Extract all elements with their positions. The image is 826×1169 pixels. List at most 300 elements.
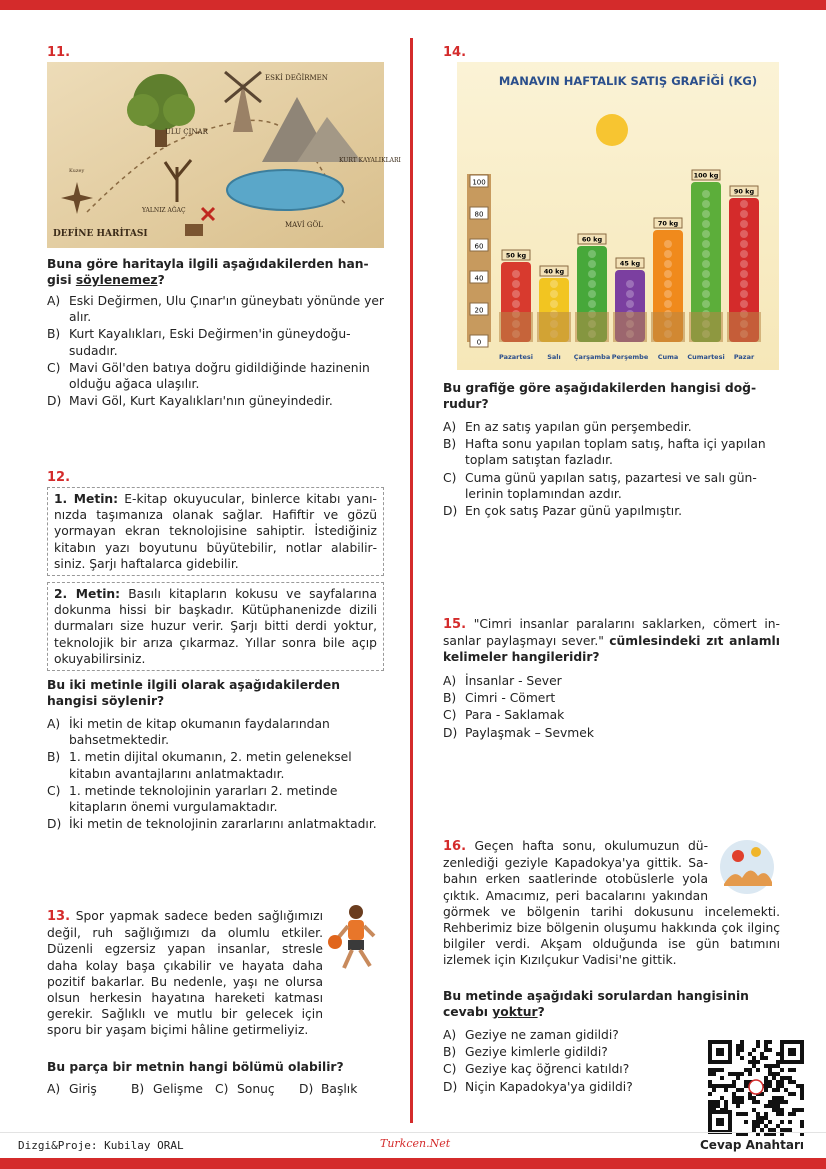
qr-module [752,1100,756,1104]
option-text: Geziye ne zaman gidildi? [465,1028,619,1042]
option-d[interactable] [47,393,384,409]
map-label-plane-tree: ULU ÇINAR [165,128,208,136]
qr-module [780,1068,784,1072]
fruit-mark [740,250,748,258]
qr-module [740,1040,744,1044]
qr-module [776,1124,780,1128]
qr-module [776,1088,780,1092]
qr-module [800,1084,804,1088]
option-a[interactable] [443,673,780,689]
fruit-mark [512,270,520,278]
fruit-mark [512,280,520,288]
option-b[interactable] [131,1081,215,1097]
qr-module [764,1076,768,1080]
qr-module [720,1084,724,1088]
fruit-mark [626,280,634,288]
fruit-mark [664,270,672,278]
option-letter: C) [443,708,457,723]
option-a[interactable] [443,1027,693,1043]
option-letter: A) [47,1082,61,1096]
qr-module [748,1072,752,1076]
qr-module [712,1104,716,1108]
qr-module [752,1108,756,1112]
qr-code[interactable] [706,1038,806,1136]
option-b[interactable] [47,749,384,781]
qr-module [800,1120,804,1124]
option-text: İnsanlar - Sever [465,674,562,688]
question-14-number: 14. [443,45,467,60]
crate [499,312,533,342]
fruit-mark [588,280,596,288]
question-13-text: Spor yapmak sadece beden sağlığımızı değil, ruh sağlığımızı da olumlu etkiler. Düzenli egzersiz yapan insanlar, stresle daha kolay başa çıkabilir ve hayata daha pozitif bakarlar. Bu nedenle, yaşı ne olursa olsun herkesin hayatına hareketi katması gerekir. Sağlıklı ve mutlu bir gelecek için sporu bir yaşam biçimi hâline getirmeliyiz. [47,909,323,1038]
qr-module [740,1100,744,1104]
qr-module [768,1120,772,1124]
qr-module [780,1080,784,1084]
qr-module [780,1076,784,1080]
qr-module [776,1108,780,1112]
qr-module [756,1124,760,1128]
lake-icon [227,170,343,210]
map-illustration [47,62,401,248]
fruit-mark [664,300,672,308]
qr-module [732,1072,736,1076]
text-1-body: E-kitap okuyucular, binlerce kitabı yanınızda taşımanıza olanak sağlar. Hafiftir ve gözü yormayan ekran teknolojisine sahiptir. İstediğiniz kitabın yazı boyutunu büyütebilir, notlar alabilirsiniz. Şarjı haftalarca gidebilir. [54,492,377,571]
y-tick-label: 20 [474,306,484,315]
fruit-mark [740,220,748,228]
text-2-box [47,582,384,671]
qr-module [768,1048,772,1052]
qr-module [800,1092,804,1096]
fruit-mark [550,290,558,298]
option-a[interactable] [47,1081,131,1097]
qr-module [764,1056,768,1060]
x-tick-label: Salı [547,353,561,361]
qr-module [708,1100,712,1104]
option-letter: C) [47,783,61,798]
fruit-mark [588,290,596,298]
qr-module [776,1060,780,1064]
qr-module [712,1108,716,1112]
option-c[interactable] [443,470,780,502]
y-axis-column [467,174,491,342]
qr-module [752,1056,756,1060]
qr-module [788,1112,792,1116]
option-text: Hafta sonu yapılan toplam satış, hafta içi yapılan toplam satıştan fazladır. [465,437,766,468]
option-text: Para - Saklamak [465,708,565,723]
qr-module [752,1120,756,1124]
qr-module [712,1072,716,1076]
fruit-mark [664,240,672,248]
qr-module [776,1096,780,1100]
qr-module [756,1100,760,1104]
qr-module [776,1084,780,1088]
qr-module [708,1072,712,1076]
balloon-icon [732,850,744,862]
qr-module [764,1044,768,1048]
fruit-mark [740,230,748,238]
qr-module [796,1108,800,1112]
fruit-mark [740,280,748,288]
qr-module [764,1064,768,1068]
crate [689,312,723,342]
qr-module [792,1068,796,1072]
qr-module [768,1104,772,1108]
value-label: 100 kg [693,171,719,180]
option-a[interactable] [47,293,384,325]
question-16-stem-text: Bu metinde aşağıdaki sorulardan hangisinin cevabı [443,989,749,1020]
crate [575,312,609,342]
qr-module [764,1080,768,1084]
qr-module [744,1120,748,1124]
qr-module [716,1104,720,1108]
option-letter: D) [443,504,458,519]
qr-module [752,1048,756,1052]
x-tick-label: Pazar [733,353,755,361]
question-15-quote: "Cimri insanlar paralarını saklarken, cömert insanlar paylaşmayı sever." [443,617,780,649]
question-13-passage [47,908,323,1039]
option-text: Geziye kimlerle gidildi? [465,1045,608,1060]
qr-module [768,1084,772,1088]
value-label: 45 kg [619,259,641,268]
qr-module [724,1108,728,1112]
option-letter: A) [47,717,61,731]
qr-module [768,1040,772,1044]
question-16-options [443,1027,693,1096]
question-15-stem [443,616,780,666]
y-tick-label: 60 [474,242,484,251]
qr-module [776,1072,780,1076]
y-tick-label: 80 [474,210,484,219]
qr-module [736,1072,740,1076]
qr-module [712,1088,716,1092]
qr-module [740,1096,744,1100]
option-c[interactable] [47,360,384,392]
fruit-mark [702,260,710,268]
qr-module [776,1100,780,1104]
qr-module [768,1068,772,1072]
qr-module [800,1108,804,1112]
qr-module [740,1044,744,1048]
qr-module [748,1060,752,1064]
qr-module [740,1056,744,1060]
question-12-options [47,716,384,834]
qr-module [744,1112,748,1116]
question-15-options [443,673,780,742]
treasure-chest-icon [185,224,203,236]
qr-module [780,1096,784,1100]
qr-module [760,1052,764,1056]
fruit-mark [740,290,748,298]
value-label: 40 kg [543,267,565,276]
option-text: Gelişme [153,1082,203,1096]
option-c[interactable] [443,707,780,723]
option-text: 1. metin dijital okumanın, 2. metin geleneksel kitabın avantajlarını anlatmaktadır. [69,750,352,781]
fruit-mark [702,250,710,258]
qr-module [792,1112,796,1116]
qr-module [732,1096,736,1100]
option-text: Mavi Göl, Kurt Kayalıkları'nın güneyindedir. [69,394,333,409]
qr-module [748,1052,752,1056]
qr-module [708,1108,712,1112]
fruit-mark [702,270,710,278]
qr-module [788,1076,792,1080]
fruit-mark [702,280,710,288]
option-letter: A) [443,1028,457,1042]
fruit-mark [664,280,672,288]
question-11-number: 11. [47,45,71,60]
map-label-north: Kuzey [69,168,85,174]
question-13-number: 13. [47,909,71,924]
qr-module [776,1080,780,1084]
qr-module [740,1112,744,1116]
qr-module [784,1100,788,1104]
fruit-mark [626,300,634,308]
fruit-mark [740,260,748,268]
qr-module [724,1104,728,1108]
chart-title: MANAVIN HAFTALIK SATIŞ GRAFİĞİ (KG) [498,74,758,88]
qr-module [772,1108,776,1112]
option-d[interactable] [443,1079,693,1095]
fruit-mark [588,270,596,278]
crate [613,312,647,342]
qr-module [740,1088,744,1092]
qr-module [740,1072,744,1076]
option-a[interactable] [443,419,780,435]
qr-module [720,1068,724,1072]
option-text: 1. metinde teknolojinin yararları 2. metinde kitapların önemi vurgulamaktadır. [69,783,338,815]
qr-module [752,1064,756,1068]
qr-module [716,1084,720,1088]
x-tick-label: Çarşamba [573,353,611,361]
qr-module [760,1056,764,1060]
y-tick-label: 40 [474,274,484,283]
qr-module [756,1068,760,1072]
qr-module [712,1084,716,1088]
qr-module [780,1108,784,1112]
question-11-stem-end: ? [157,273,165,288]
qr-module [708,1080,712,1084]
qr-module [748,1096,752,1100]
qr-module [768,1080,772,1084]
option-b[interactable] [443,1044,693,1060]
qr-module [764,1088,768,1092]
qr-module [708,1084,712,1088]
y-tick-label: 0 [476,338,482,347]
qr-module [740,1048,744,1052]
fruit-mark [702,300,710,308]
fruit-mark [740,300,748,308]
qr-module [732,1084,736,1088]
option-d[interactable] [47,816,384,832]
text-2-label: 2. Metin: [54,587,121,601]
footer-credit: Dizgi&Proje: Kubilay ORAL [18,1139,184,1152]
qr-module [744,1084,748,1088]
option-c[interactable] [47,783,384,815]
qr-module [724,1084,728,1088]
option-text: Niçin Kapadokya'ya gidildi? [465,1079,633,1094]
qr-module [788,1092,792,1096]
option-text: Geziye kaç öğrenci katıldı? [465,1062,630,1077]
qr-module [752,1060,756,1064]
basketball-icon [328,935,342,949]
qr-module [772,1076,776,1080]
qr-module [728,1072,732,1076]
crate [651,312,685,342]
qr-module [792,1080,796,1084]
fruit-mark [588,260,596,268]
option-c[interactable] [443,1061,693,1077]
qr-module [736,1112,740,1116]
qr-module [780,1084,784,1088]
sales-chart [457,62,779,370]
question-16-passage [443,838,780,969]
option-b[interactable] [47,326,384,358]
question-11-stem-text: Buna göre haritayla ilgili aşağıdakilerden hangisi [47,257,369,288]
option-text: Eski Değirmen, Ulu Çınar'ın güneybatı yönünde yer alır. [69,294,384,325]
qr-module [772,1104,776,1108]
fruit-mark [550,280,558,288]
question-13-stem: Bu parça bir metnin hangi bölümü olabilir? [47,1060,344,1074]
option-d[interactable] [443,725,780,741]
qr-module [772,1064,776,1068]
basketball-player-image [326,902,384,974]
option-letter: D) [443,1079,458,1094]
qr-module [756,1044,760,1048]
qr-module [800,1096,804,1100]
qr-module [736,1088,740,1092]
option-b[interactable] [443,690,780,706]
qr-module [720,1076,724,1080]
option-text: Kurt Kayalıkları, Eski Değirmen'in güneydoğusudadır. [69,327,351,358]
qr-code-icon [706,1038,806,1136]
option-letter: B) [131,1082,145,1096]
sales-chart-svg [457,62,779,370]
qr-module [776,1104,780,1108]
qr-module [712,1100,716,1104]
qr-module [792,1092,796,1096]
fruit-mark [550,300,558,308]
text-1-box [47,487,384,576]
qr-module [756,1120,760,1124]
option-letter: D) [47,817,62,832]
qr-module [756,1116,760,1120]
qr-module [736,1048,740,1052]
map-title: DEFİNE HARİTASI [53,229,148,239]
map-label-windmill: ESKİ DEĞİRMEN [265,74,328,82]
fruit-mark [702,240,710,248]
column-divider [410,38,413,1123]
qr-module [748,1068,752,1072]
question-15-number: 15. [443,617,467,632]
fruit-mark [588,300,596,308]
option-letter: D) [47,394,62,409]
qr-module [772,1096,776,1100]
qr-logo-icon [749,1080,763,1094]
option-b[interactable] [443,436,780,468]
qr-module [756,1040,760,1044]
text-2-body: Basılı kitapların kokusu ve sayfalarına dokunma hissi bir başkadır. Kütüphanenizde dizili durmaları size huzur verir. Şarjı bitti derdi yoktur, teknolojik bir arıza çıkarmaz. Yıllar sonra bile açıp okuyabilirsiniz. [54,587,377,666]
x-tick-label: Cumartesi [687,353,725,361]
qr-module [772,1072,776,1076]
fruit-mark [626,290,634,298]
fruit-mark [512,290,520,298]
x-tick-label: Cuma [657,353,679,361]
qr-module [800,1124,804,1128]
option-text: Cuma günü yapılan satış, pazartesi ve salı günlerinin toplamından azdır. [465,470,757,501]
qr-module [764,1112,768,1116]
qr-module [764,1040,768,1044]
fruit-mark [740,210,748,218]
option-letter: A) [47,294,61,308]
option-text: Mavi Göl'den batıya doğru gidildiğinde hazinenin olduğu ağaca ulaşılır. [69,360,370,392]
qr-module [776,1052,780,1056]
option-letter: C) [443,1062,457,1077]
question-16-number: 16. [443,839,467,854]
fruit-mark [702,230,710,238]
balloon-icon [751,847,761,857]
footer-logo[interactable]: Turkcen.Net [380,1137,451,1150]
option-letter: D) [299,1082,314,1096]
qr-module [732,1100,736,1104]
question-16-stem-underlined: yoktur [492,1005,538,1020]
x-tick-label: Pazartesi [499,353,533,361]
qr-module [796,1084,800,1088]
qr-module [768,1100,772,1104]
y-axis [467,174,491,347]
qr-module [756,1112,760,1116]
map-label-rocks: KURT KAYALIKLARI [339,157,401,164]
option-a[interactable] [47,716,384,748]
option-text: Başlık [321,1082,358,1096]
x-tick-label: Perşembe [611,353,649,361]
qr-module [760,1120,764,1124]
option-text: İki metin de kitap okumanın faydalarından bahsetmektedir. [69,717,330,748]
qr-module [800,1088,804,1092]
fruit-mark [702,210,710,218]
qr-module [760,1116,764,1120]
qr-module [780,1112,784,1116]
option-d[interactable] [443,503,780,519]
option-d[interactable] [299,1081,383,1097]
qr-module [772,1100,776,1104]
option-letter: B) [47,750,61,765]
value-label: 50 kg [505,251,527,260]
qr-module [756,1060,760,1064]
crate [727,312,761,342]
question-16-text: Geçen hafta sonu, okulumuzun düzenlediği geziyle Kapadokya'ya gittik. Sabahın erken saatlerinde otobüslerle yola çıktık. Amacımız, peri bacalarını yakından görmek ve bölgenin tarihi dokusunu incelemekti. Rehberimiz bize bölgenin oluşumu hakkında çok ilginç bilgiler verdi. Akşam olduğunda ise gün batımını izlemek için Kızılçukur Vadisi'ne gittik. [443,839,780,968]
qr-module [716,1068,720,1072]
qr-module [736,1096,740,1100]
qr-module [716,1100,720,1104]
qr-module [712,1068,716,1072]
answer-key-link[interactable]: Cevap Anahtarı [700,1138,804,1152]
option-text: Paylaşmak – Sevmek [465,725,594,740]
qr-module [792,1108,796,1112]
option-letter: A) [443,420,457,434]
qr-module [736,1104,740,1108]
qr-module [764,1084,768,1088]
question-11-options [47,293,384,411]
qr-module [772,1088,776,1092]
text-1-label: 1. Metin: [54,492,119,506]
qr-module [776,1064,780,1068]
qr-module [780,1120,784,1124]
bottom-red-bar [0,1158,826,1169]
option-letter: C) [443,470,457,485]
qr-module [732,1092,736,1096]
option-c[interactable] [215,1081,299,1097]
qr-module [764,1124,768,1128]
